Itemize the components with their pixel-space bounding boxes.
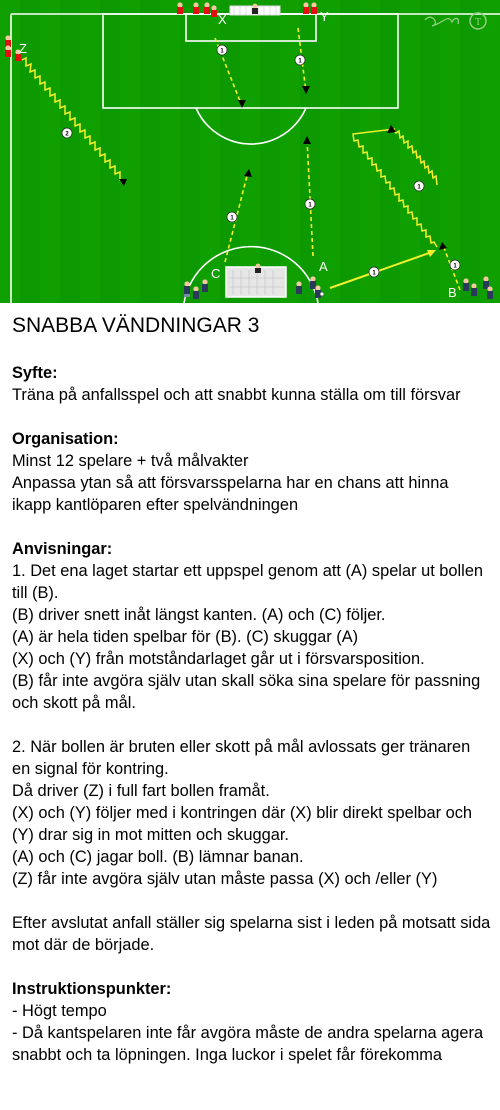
section-syfte — [12, 362, 492, 406]
instruction-line: 1. Det ena laget startar ett uppspel genom att (A) spelar ut bollen till (B). — [12, 562, 484, 602]
step-number: 1 — [230, 215, 234, 222]
player-grey — [310, 276, 316, 289]
player-grey — [184, 281, 190, 297]
grass — [0, 0, 500, 303]
heading-syfte: Syfte: — [12, 364, 58, 382]
instruction-line: (B) får inte avgöra själv utan skall söka sina spelare för passning och skott på mål. — [12, 672, 481, 712]
step-marker — [217, 45, 227, 55]
section-instruktionspunkter — [12, 978, 492, 1066]
instruction-line: Då driver (Z) i full fart bollen framåt. — [12, 782, 270, 800]
section-organisation — [12, 428, 492, 516]
organisation-line: Anpassa ytan så att försvarsspelarna har en chans att hinna ikapp kantlöparen efter spelvändningen — [12, 474, 449, 514]
closing-line: Efter avslutat anfall ställer sig spelarna sist i leden på motsatt sida mot där de började. — [12, 914, 491, 954]
player-red — [5, 35, 11, 47]
step-number: 2 — [65, 131, 69, 138]
instruction-point: - Då kantspelaren inte får avgöra måste de andra spelarna agera snabbt och ta löpningen. Inga luckor i spelet får förekomma — [12, 1024, 484, 1064]
step-marker — [369, 267, 379, 277]
instruction-line: (B) driver snett inåt längst kanten. (A) och (C) följer. — [12, 606, 386, 624]
label-c: C — [211, 266, 221, 281]
player-grey — [483, 276, 489, 289]
instruction-line: 2. När bollen är bruten eller skott på mål avlossats ger tränaren en signal för kontring. — [12, 738, 471, 778]
instruction-line: (X) och (Y) följer med i kontringen där (X) blir direkt spelbar och (Y) drar sig in mot mitten och skuggar. — [12, 804, 473, 844]
goalkeeper-bottom — [255, 264, 261, 273]
step-number: 1 — [298, 58, 302, 65]
label-a: A — [319, 259, 328, 274]
instruction-line: (A) är hela tiden spelbar för (B). (C) skuggar (A) — [12, 628, 359, 646]
svg-text:T: T — [475, 17, 482, 28]
step-marker — [414, 181, 424, 191]
label-y: Y — [320, 9, 329, 24]
player-red — [5, 45, 11, 57]
section-anvisningar — [12, 538, 492, 956]
label-x: X — [218, 12, 227, 27]
step-number: 1 — [417, 184, 421, 191]
player-red — [204, 2, 210, 14]
player-red — [193, 2, 199, 14]
player-grey — [296, 281, 302, 294]
player-red — [211, 5, 217, 17]
step-number: 1 — [453, 263, 457, 270]
step-number: 1 — [372, 270, 376, 277]
player-grey — [202, 279, 208, 292]
step-number: 1 — [308, 202, 312, 209]
training-diagram — [0, 0, 500, 303]
step-marker — [62, 128, 72, 138]
player-grey — [471, 283, 477, 296]
step-marker — [227, 212, 237, 222]
heading-instruktionspunkter: Instruktionspunkter: — [12, 980, 172, 998]
heading-organisation: Organisation: — [12, 430, 119, 448]
instruction-line: (A) och (C) jagar boll. (B) lämnar banan. — [12, 848, 304, 866]
player-grey — [193, 286, 199, 299]
player-grey — [463, 278, 469, 291]
label-z: Z — [19, 41, 27, 56]
instruction-line: (Z) får inte avgöra själv utan måste passa (X) och /eller (Y) — [12, 870, 438, 888]
step-marker — [450, 260, 460, 270]
player-red — [303, 2, 309, 14]
goalkeeper-top — [252, 4, 258, 14]
player-grey — [315, 285, 321, 298]
player-red — [311, 2, 317, 14]
ball — [320, 292, 324, 296]
instruction-point: - Högt tempo — [12, 1002, 107, 1020]
heading-anvisningar: Anvisningar: — [12, 540, 113, 558]
syfte-text: Träna på anfallsspel och att snabbt kunna ställa om till försvar — [12, 386, 461, 404]
exercise-description — [12, 312, 492, 1066]
organisation-line: Minst 12 spelare + två målvakter — [12, 452, 249, 470]
label-b: B — [448, 285, 457, 300]
step-number: 1 — [220, 48, 224, 55]
step-marker — [305, 199, 315, 209]
page-title: SNABBA VÄNDNINGAR 3 — [12, 314, 260, 337]
instruction-line: (X) och (Y) från motståndarlaget går ut i försvarsposition. — [12, 650, 425, 668]
step-marker — [295, 55, 305, 65]
player-red — [177, 2, 183, 14]
player-grey — [487, 286, 493, 299]
